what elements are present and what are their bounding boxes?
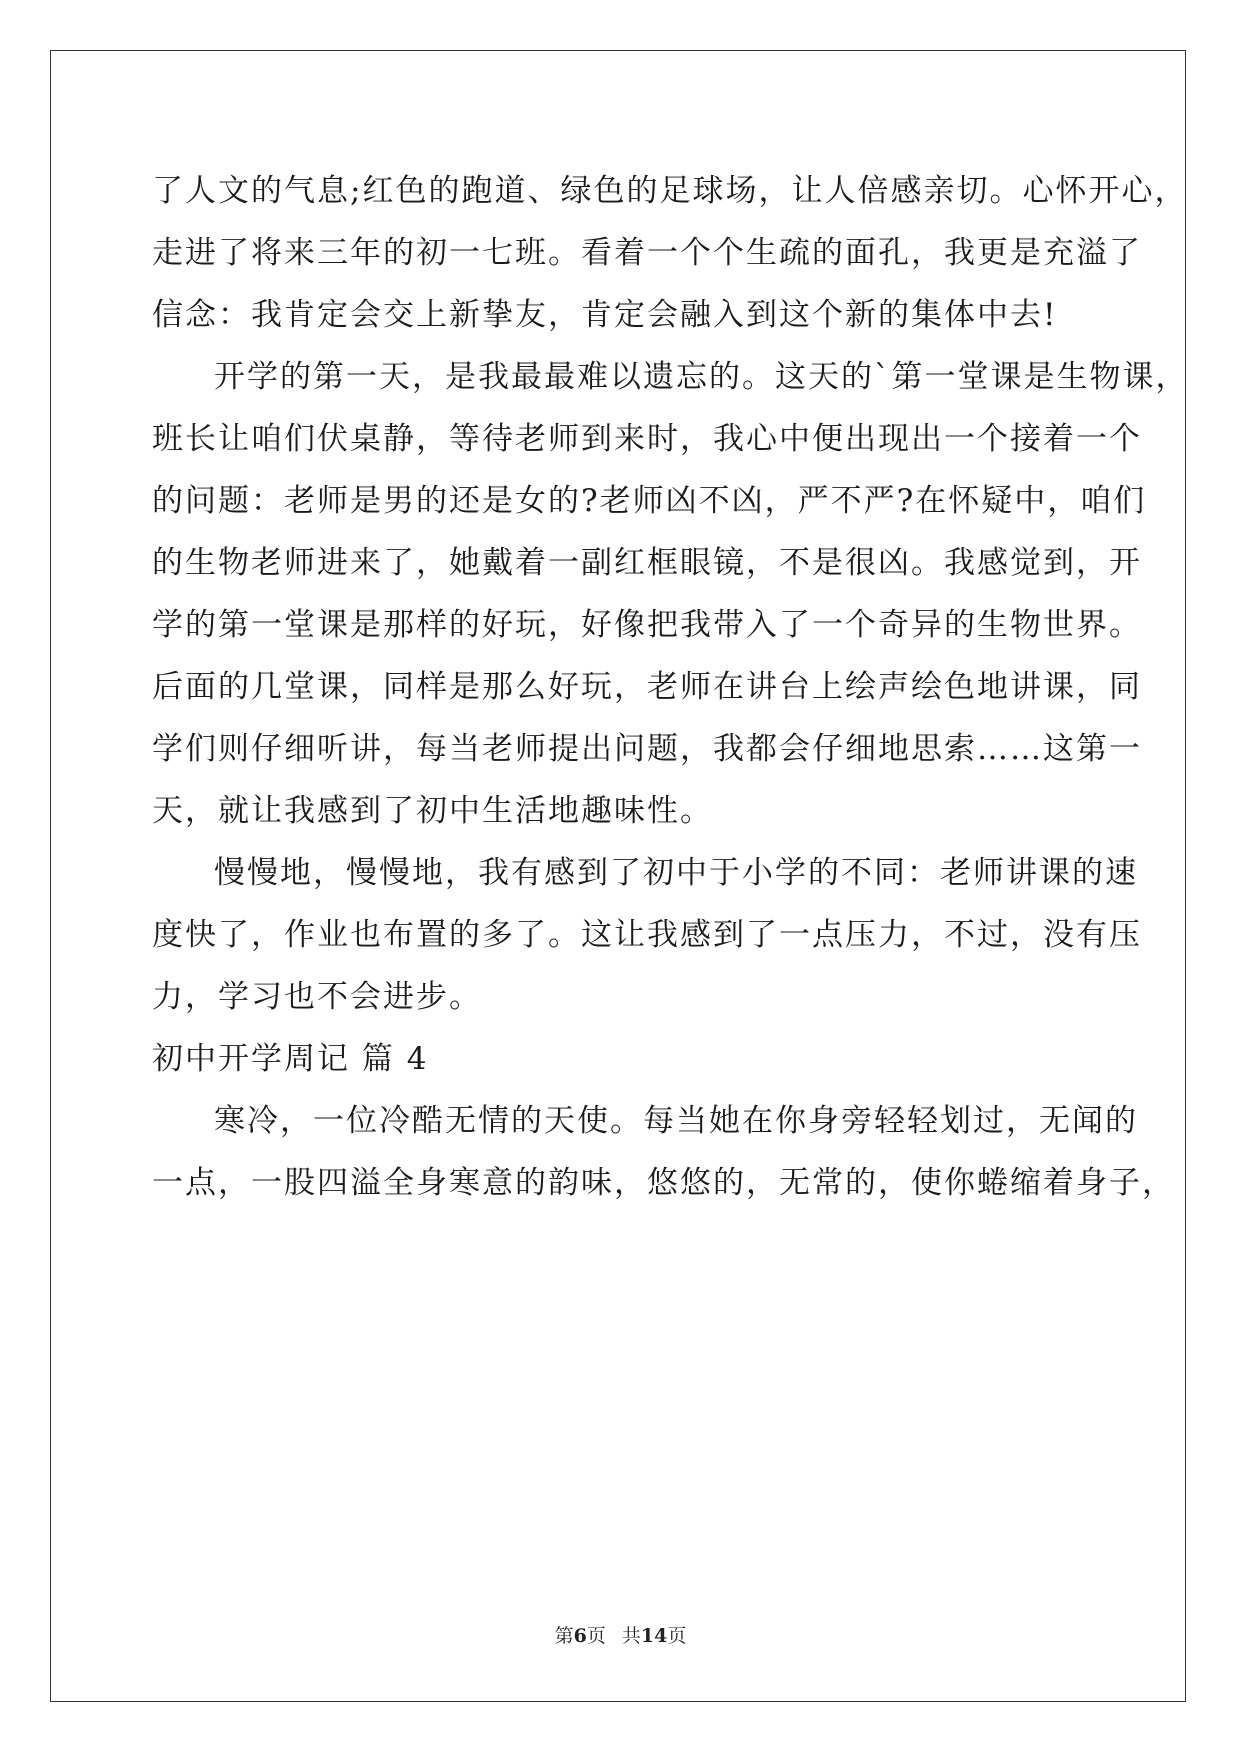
footer-total-prefix: 共 (621, 1625, 641, 1647)
text-line: 了人文的气息;红色的跑道、绿色的足球场，让人倍感亲切。心怀开心， (152, 173, 1188, 209)
text-line: 开学的第一天，是我最最难以遗忘的。这天的`第一堂课是生物课， (214, 359, 1189, 395)
current-page-number: 6 (573, 1625, 587, 1647)
text-line: 寒冷，一位冷酷无情的天使。每当她在你身旁轻轻划过，无闻的 (214, 1103, 1138, 1139)
text-line: 天，就让我感到了初中生活地趣味性。 (152, 793, 713, 829)
page-footer (0, 1624, 1241, 1648)
text-line: 的生物老师进来了，她戴着一副红框眼镜，不是很凶。我感觉到，开 (152, 545, 1142, 581)
section-heading: 初中开学周记 篇 4 (152, 1041, 429, 1077)
text-line: 慢慢地，慢慢地，我有感到了初中于小学的不同：老师讲课的速 (214, 855, 1138, 891)
text-line: 一点，一股四溢全身寒意的韵味，悠悠的，无常的，使你蜷缩着身子， (152, 1165, 1175, 1201)
footer-prefix: 第 (554, 1625, 574, 1647)
footer-total-suffix: 页 (667, 1625, 687, 1647)
text-line: 的问题：老师是男的还是女的?老师凶不凶，严不严?在怀疑中，咱们 (152, 483, 1147, 519)
text-line: 学们则仔细听讲，每当老师提出问题，我都会仔细地思索……这第一 (152, 731, 1142, 767)
text-line: 班长让咱们伏桌静，等待老师到来时，我心中便出现出一个接着一个 (152, 421, 1142, 457)
text-line: 学的第一堂课是那样的好玩，好像把我带入了一个奇异的生物世界。 (152, 607, 1142, 643)
text-line: 信念：我肯定会交上新挚友，肯定会融入到这个新的集体中去! (152, 297, 1058, 333)
total-pages-number: 14 (640, 1625, 668, 1647)
document-body (152, 160, 1189, 1214)
text-line: 后面的几堂课，同样是那么好玩，老师在讲台上绘声绘色地讲课，同 (152, 669, 1142, 705)
footer-page-suffix: 页 (586, 1625, 606, 1647)
text-line: 力，学习也不会进步。 (152, 979, 482, 1015)
text-line: 度快了，作业也布置的多了。这让我感到了一点压力，不过，没有压 (152, 917, 1142, 953)
text-line: 走进了将来三年的初一七班。看着一个个生疏的面孔，我更是充溢了 (152, 235, 1142, 271)
